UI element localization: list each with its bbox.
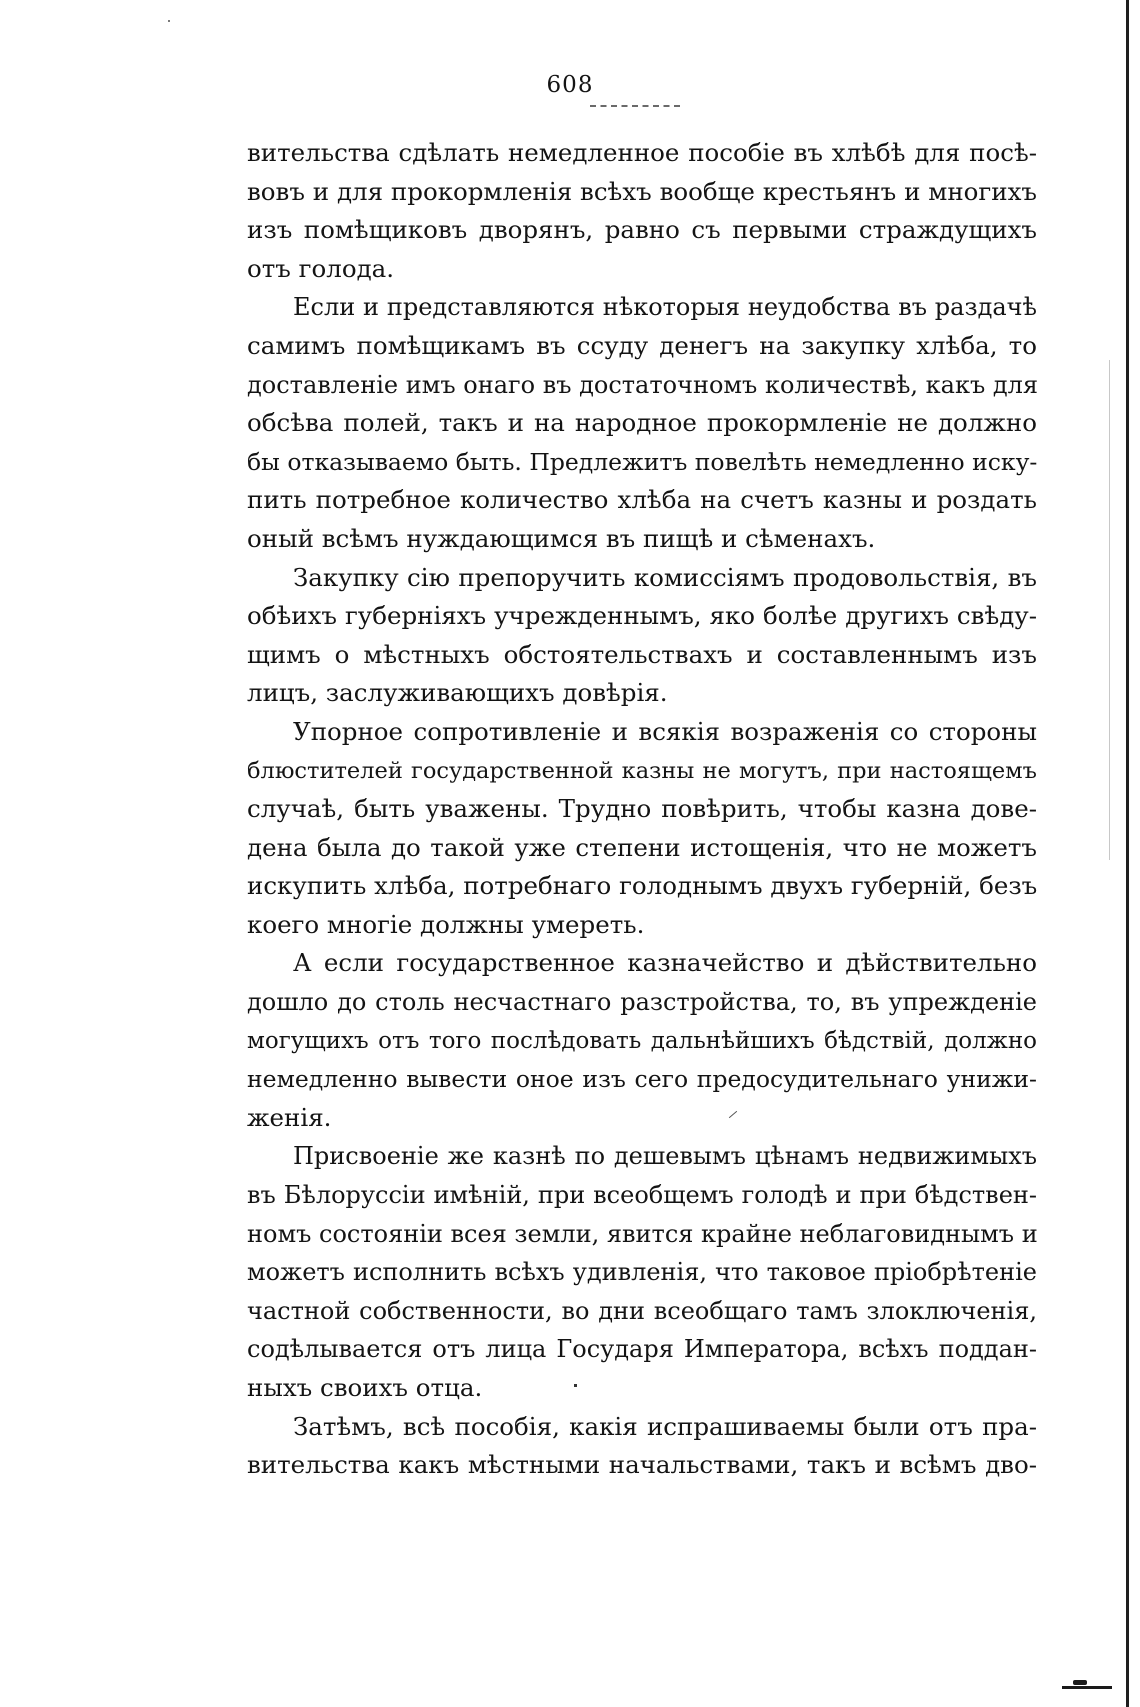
scan-speck — [168, 20, 170, 22]
page-binding-edge — [1126, 0, 1129, 1707]
text-line: доставленіе имъ онаго въ достаточномъ количествѣ, какъ для — [247, 370, 1039, 399]
text-line: лицъ, заслуживающихъ довѣрія. — [247, 678, 668, 708]
text-line: случаѣ, быть уважены. Трудно повѣрить, чтобы казна дове- — [247, 794, 1037, 824]
text-line: изъ помѣщиковъ дворянъ, равно съ первыми страждущихъ — [247, 215, 1037, 245]
text-line: Присвоеніе же казнѣ по дешевымъ цѣнамъ недвижимыхъ — [293, 1142, 1037, 1171]
text-line: Закупку сію препоручить комиссіямъ продовольствія, въ — [293, 562, 1037, 592]
text-line: въ Бѣлоруссіи имѣній, при всеобщемъ голодѣ и при бѣдствен- — [247, 1181, 1037, 1210]
text-line: самимъ помѣщикамъ въ ссуду денегъ на закупку хлѣба, то — [247, 330, 1037, 360]
text-line: обсѣва полей, такъ и на народное прокормленіе не должно — [247, 408, 1037, 438]
text-line: вовъ и для прокормленія всѣхъ вообще крестьянъ и многихъ — [247, 176, 1037, 206]
text-line: бы отказываемо быть. Предлежитъ повелѣть немедленно иску- — [247, 447, 1038, 476]
body-text — [247, 134, 1037, 1485]
page-number: 608 — [546, 72, 594, 98]
text-line: пить потребное количество хлѣба на счетъ казны и роздать — [247, 485, 1037, 515]
text-line: оный всѣмъ нуждающимся въ пищѣ и сѣменахъ. — [247, 523, 876, 553]
text-line: Упорное сопротивленіе и всякія возраженія со стороны — [293, 716, 1037, 746]
corner-mark — [1062, 1686, 1112, 1689]
text-line: могущихъ отъ того послѣдовать дальнѣйшихъ бѣдствій, должно — [247, 1027, 1037, 1054]
text-line: А если государственное казначейство и дѣйствительно — [293, 948, 1037, 978]
text-line: обѣихъ губерніяхъ учрежденнымъ, яко болѣе другихъ свѣду- — [247, 601, 1037, 631]
text-line: щимъ о мѣстныхъ обстоятельствахъ и составленнымъ изъ — [247, 639, 1037, 669]
text-line: женія. — [247, 1102, 332, 1132]
text-line: блюстителей государственной казны не могутъ, при настоящемъ — [247, 757, 1037, 784]
corner-mark-tip — [1073, 1680, 1087, 1685]
text-line: вительства сдѣлать немедленное пособіе въ хлѣбѣ для посѣ- — [247, 138, 1037, 167]
scan-artifact-dot — [574, 1384, 577, 1387]
text-line: Затѣмъ, всѣ пособія, какія испрашиваемы были отъ пра- — [293, 1411, 1037, 1441]
text-line: содѣлывается отъ лица Государя Императора, всѣхъ поддан- — [247, 1335, 1037, 1364]
text-line: немедленно вывести оное изъ сего предосудительнаго унижи- — [247, 1065, 1037, 1094]
text-line: отъ голода. — [247, 253, 395, 283]
text-line: дена была до такой уже степени истощенія, что не можетъ — [247, 832, 1037, 862]
text-line: вительства какъ мѣстными начальствами, такъ и всѣмъ дво- — [247, 1450, 1037, 1480]
text-line: номъ состояніи всея земли, явится крайне неблаговиднымъ и — [247, 1219, 1038, 1248]
text-line: коего многіе должны умереть. — [247, 909, 645, 939]
text-line: дошло до столь несчастнаго разстройства, то, въ упрежденіе — [247, 988, 1037, 1017]
text-line: Если и представляются нѣкоторыя неудобства въ раздачѣ — [293, 293, 1037, 322]
scan-shadow-line — [1109, 360, 1110, 860]
text-line: ныхъ своихъ отца. — [247, 1373, 483, 1402]
text-line: можетъ исполнить всѣхъ удивленія, что таковое пріобрѣтеніе — [247, 1258, 1037, 1287]
text-line: искупить хлѣба, потребнаго голоднымъ двухъ губерній, безъ — [247, 871, 1038, 901]
page-number-rule — [590, 105, 680, 107]
text-line: частной собственности, во дни всеобщаго тамъ злоключенія, — [247, 1296, 1037, 1325]
